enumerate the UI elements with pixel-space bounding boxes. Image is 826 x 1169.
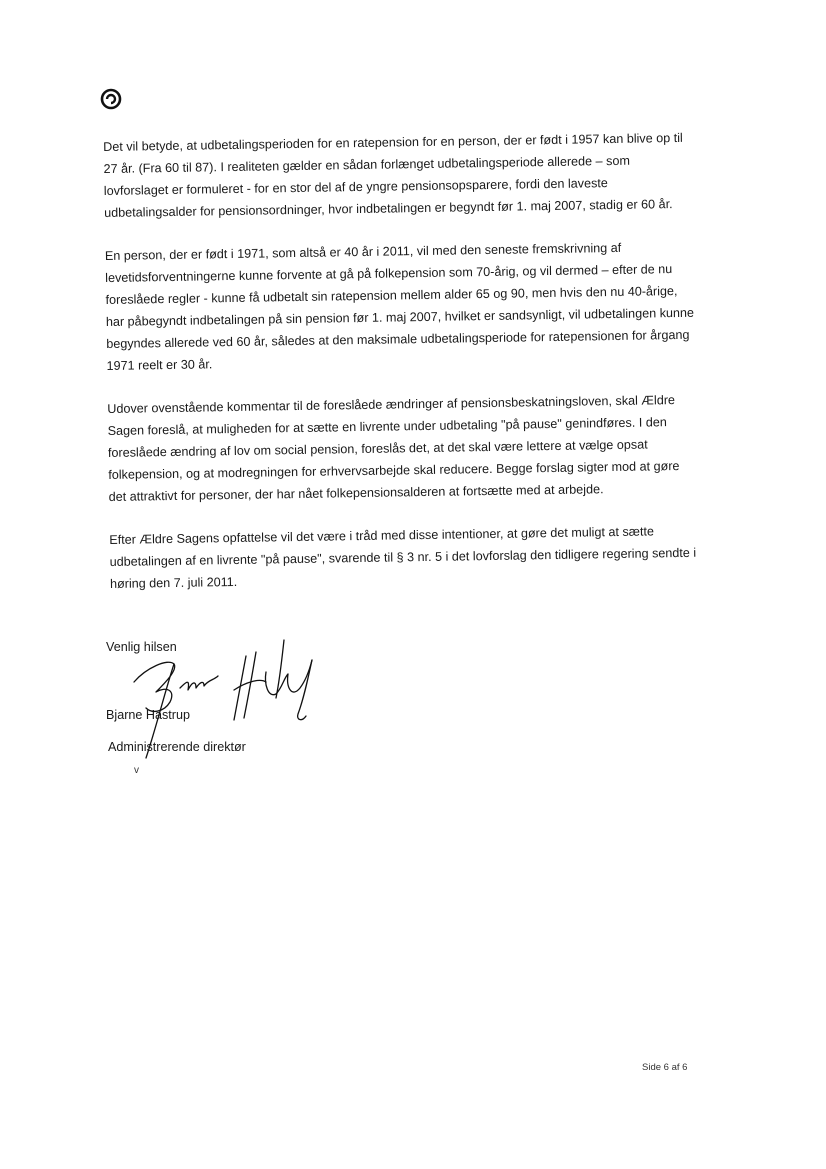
- paragraph-1: Det vil betyde, at udbetalingsperioden for en ratepension for en person, der er født i 1957 kan blive op til 27 år. (Fra 60 til 87). I realiteten gælder en sådan forlænget udbetalingsperiode allerede – som lovforslaget er formuleret - for en stor del af de yngre pensionsopsparere, fordi den laveste udbetalingsalder for pensionsordninger, hvor indbetalingen er begyndt før 1. maj 2007, stadig er 60 år.: [103, 130, 683, 220]
- paragraph-2: En person, der er født i 1971, som altså er 40 år i 2011, vil med den seneste fremskrivning af levetidsforventningerne kunne forvente at gå på folkepension som 70-årig, og vil dermed – efter de nu foreslåede regler - kunne få udbetalt sin ratepension mellem alder 65 og 90, men hvis den nu 40-årige, har påbegyndt indbetalingen på sin pension før 1. maj 2007, hvilket er sandsynligt, vil udbetalingen kunne begyndes allerede ved 60 år, således at den maksimale udbetalingsperiode for ratepensionen for årgang 1971 reelt er 30 år.: [104, 240, 695, 373]
- closing-text: Venlig hilsen: [106, 640, 177, 654]
- page-number: Side 6 af 6: [642, 1062, 688, 1073]
- paragraph-3: Udover ovenstående kommentar til de foreslåede ændringer af pensionsbeskatningsloven, skal Ældre Sagen foreslå, at muligheden for at sætte en livrente under udbetaling "på pause" genindføres. I den foreslåede ændring af lov om social pension, foreslås det, at det skal være lettere at vælge opsat folkepension, og at modregningen for erhvervsarbejde skal reducere. Begge forslag sigter mod at gøre det attraktivt for personer, der har nået folkepensionsalderen at fortsætte med at arbejde.: [107, 393, 680, 504]
- letter-body: [103, 127, 702, 616]
- paragraph-4: Efter Ældre Sagens opfattelse vil det være i tråd med disse intentioner, at gøre det muligt at sætte udbetalingen af en livrente "på pause", svarende til § 3 nr. 5 i det lovforslag den tidligere regering sendte i høring den 7. juli 2011.: [109, 524, 697, 591]
- stray-mark: v: [134, 765, 139, 776]
- handwritten-signature: [116, 628, 326, 768]
- signature-block: [106, 640, 366, 790]
- signer-name: Bjarne Hastrup: [106, 708, 190, 722]
- signer-title: Administrerende direktør: [108, 740, 246, 754]
- spiral-logo-icon: [100, 88, 122, 110]
